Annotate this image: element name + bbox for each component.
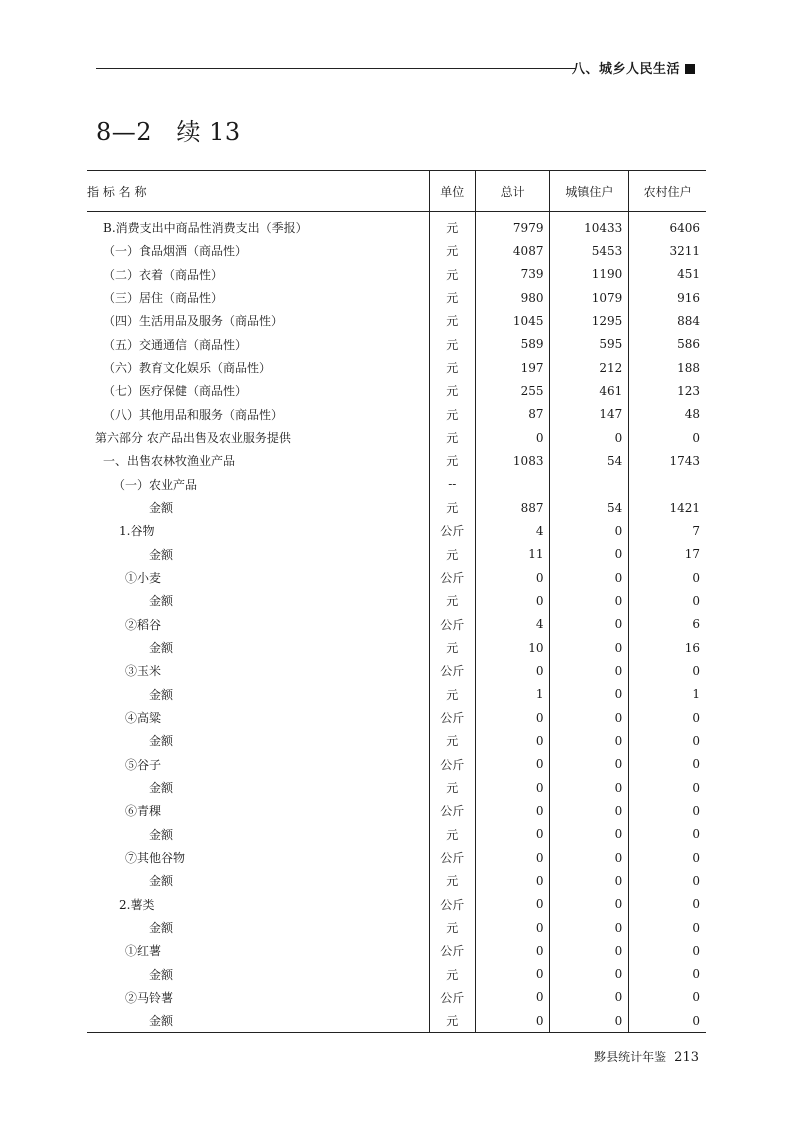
row-total: 87: [475, 403, 550, 426]
row-unit: 元: [429, 309, 475, 332]
row-urban: 0: [550, 846, 629, 869]
table-row: [87, 449, 706, 472]
row-name: （四）生活用品及服务（商品性）: [103, 314, 284, 329]
column-header-name: 指 标 名 称: [87, 171, 429, 212]
row-urban: 0: [550, 683, 629, 706]
row-unit: 公斤: [429, 893, 475, 916]
row-urban: 461: [550, 379, 629, 402]
table-row: [87, 333, 706, 356]
row-name: （一）农业产品: [113, 477, 198, 492]
row-unit: 元: [429, 636, 475, 659]
row-urban: 0: [550, 706, 629, 729]
row-rural: 0: [629, 846, 706, 869]
row-rural: 0: [629, 986, 706, 1009]
row-total: 7979: [475, 212, 550, 240]
square-icon: [685, 64, 695, 74]
table-row: [87, 356, 706, 379]
column-header-urban: 城镇住户: [550, 171, 629, 212]
row-total: 0: [475, 659, 550, 682]
row-urban: 0: [550, 823, 629, 846]
row-unit: 公斤: [429, 566, 475, 589]
row-rural: 16: [629, 636, 706, 659]
table-row: [87, 403, 706, 426]
row-name: 一、出售农林牧渔业产品: [103, 454, 236, 469]
row-name: 2.薯类: [119, 897, 155, 912]
table-row: [87, 893, 706, 916]
row-total: 0: [475, 893, 550, 916]
row-rural: 0: [629, 893, 706, 916]
row-unit: 元: [429, 286, 475, 309]
row-urban: 0: [550, 613, 629, 636]
row-name: ④高粱: [125, 711, 162, 726]
row-rural: 6406: [629, 212, 706, 240]
row-unit: 公斤: [429, 846, 475, 869]
table-row: [87, 753, 706, 776]
table-row: [87, 239, 706, 262]
row-name: （五）交通通信（商品性）: [103, 337, 248, 352]
row-unit: 元: [429, 333, 475, 356]
column-header-unit: 单位: [429, 171, 475, 212]
row-rural: 3211: [629, 239, 706, 262]
row-unit: 公斤: [429, 613, 475, 636]
row-rural: 1421: [629, 496, 706, 519]
row-unit: 元: [429, 776, 475, 799]
row-rural: 0: [629, 659, 706, 682]
row-total: 255: [475, 379, 550, 402]
table-row: [87, 286, 706, 309]
row-urban: [550, 473, 629, 496]
row-urban: 10433: [550, 212, 629, 240]
row-name: （二）衣着（商品性）: [103, 267, 224, 282]
row-rural: 0: [629, 426, 706, 449]
row-urban: 0: [550, 986, 629, 1009]
row-name: ①红薯: [125, 944, 162, 959]
row-urban: 212: [550, 356, 629, 379]
row-urban: 0: [550, 893, 629, 916]
row-total: 589: [475, 333, 550, 356]
row-name: 金额: [149, 641, 174, 656]
row-name: （八）其他用品和服务（商品性）: [103, 407, 284, 422]
table-body: [87, 212, 706, 1033]
row-rural: 0: [629, 799, 706, 822]
row-name: （六）教育文化娱乐（商品性）: [103, 361, 272, 376]
row-total: 1083: [475, 449, 550, 472]
data-table: [87, 170, 706, 1033]
row-rural: 17: [629, 543, 706, 566]
table-row: [87, 473, 706, 496]
row-urban: 0: [550, 589, 629, 612]
row-unit: 公斤: [429, 659, 475, 682]
row-name: ②稻谷: [125, 617, 162, 632]
row-unit: 元: [429, 239, 475, 262]
row-unit: 元: [429, 1009, 475, 1033]
row-urban: 0: [550, 729, 629, 752]
row-name: 金额: [149, 547, 174, 562]
section-title: 八、城乡人民生活: [571, 62, 680, 77]
row-urban: 0: [550, 519, 629, 542]
row-total: 0: [475, 846, 550, 869]
row-urban: 0: [550, 636, 629, 659]
running-header: [572, 58, 695, 77]
row-unit: 元: [429, 496, 475, 519]
row-total: 4087: [475, 239, 550, 262]
table-row: [87, 212, 706, 240]
row-total: 10: [475, 636, 550, 659]
row-total: 0: [475, 706, 550, 729]
table-row: [87, 496, 706, 519]
row-urban: 0: [550, 776, 629, 799]
row-name: （三）居住（商品性）: [103, 291, 224, 306]
row-urban: 0: [550, 426, 629, 449]
column-header-total: 总计: [475, 171, 550, 212]
row-unit: 元: [429, 729, 475, 752]
table-row: [87, 846, 706, 869]
row-name: ①小麦: [125, 571, 162, 586]
row-total: 0: [475, 916, 550, 939]
table-row: [87, 309, 706, 332]
row-rural: 48: [629, 403, 706, 426]
row-urban: 0: [550, 1009, 629, 1033]
row-unit: 元: [429, 379, 475, 402]
table-row: [87, 776, 706, 799]
row-total: 0: [475, 426, 550, 449]
row-rural: 0: [629, 566, 706, 589]
table-row: [87, 613, 706, 636]
row-unit: 公斤: [429, 706, 475, 729]
row-total: 0: [475, 776, 550, 799]
row-unit: 元: [429, 263, 475, 286]
row-rural: 123: [629, 379, 706, 402]
row-name: 金额: [149, 967, 174, 982]
row-name: （一）食品烟酒（商品性）: [103, 244, 248, 259]
row-rural: 0: [629, 589, 706, 612]
page-heading: 8—2 续 13: [96, 118, 241, 146]
row-name: 金额: [149, 687, 174, 702]
row-urban: 1079: [550, 286, 629, 309]
row-name: ③玉米: [125, 664, 162, 679]
row-total: 11: [475, 543, 550, 566]
table-row: [87, 799, 706, 822]
row-name: 金额: [149, 734, 174, 749]
row-name: 金额: [149, 594, 174, 609]
row-rural: 0: [629, 823, 706, 846]
row-unit: 元: [429, 589, 475, 612]
row-rural: [629, 473, 706, 496]
row-total: 0: [475, 986, 550, 1009]
row-unit: 元: [429, 403, 475, 426]
table-row: [87, 963, 706, 986]
row-total: 0: [475, 566, 550, 589]
table-row: [87, 589, 706, 612]
row-rural: 188: [629, 356, 706, 379]
row-total: 0: [475, 939, 550, 962]
row-rural: 916: [629, 286, 706, 309]
row-unit: 公斤: [429, 753, 475, 776]
row-unit: 公斤: [429, 986, 475, 1009]
row-unit: 元: [429, 426, 475, 449]
row-unit: 元: [429, 212, 475, 240]
row-name: 金额: [149, 501, 174, 516]
column-header-rural: 农村住户: [629, 171, 706, 212]
row-rural: 1743: [629, 449, 706, 472]
row-rural: 0: [629, 1009, 706, 1033]
row-total: [475, 473, 550, 496]
row-total: 0: [475, 729, 550, 752]
row-total: 197: [475, 356, 550, 379]
row-total: 887: [475, 496, 550, 519]
row-name: （七）医疗保健（商品性）: [103, 384, 248, 399]
row-urban: 0: [550, 939, 629, 962]
row-unit: 元: [429, 356, 475, 379]
row-rural: 451: [629, 263, 706, 286]
page-number: 213: [674, 1050, 699, 1065]
row-urban: 5453: [550, 239, 629, 262]
row-total: 739: [475, 263, 550, 286]
row-urban: 0: [550, 916, 629, 939]
row-rural: 7: [629, 519, 706, 542]
row-unit: 元: [429, 869, 475, 892]
table-row: [87, 683, 706, 706]
table-row: [87, 263, 706, 286]
row-unit: 元: [429, 963, 475, 986]
table-row: [87, 823, 706, 846]
row-total: 0: [475, 869, 550, 892]
row-rural: 586: [629, 333, 706, 356]
row-rural: 0: [629, 706, 706, 729]
row-rural: 884: [629, 309, 706, 332]
table-row: [87, 379, 706, 402]
row-rural: 0: [629, 753, 706, 776]
row-total: 4: [475, 613, 550, 636]
row-urban: 0: [550, 869, 629, 892]
table-row: [87, 519, 706, 542]
row-urban: 1190: [550, 263, 629, 286]
row-urban: 1295: [550, 309, 629, 332]
row-name: 金额: [149, 827, 174, 842]
table-row: [87, 566, 706, 589]
row-unit: --: [429, 473, 475, 496]
row-name: 金额: [87, 1009, 429, 1033]
row-rural: 0: [629, 939, 706, 962]
table-row: [87, 426, 706, 449]
page-footer: [594, 1048, 699, 1065]
row-name: 金额: [149, 921, 174, 935]
row-urban: 0: [550, 543, 629, 566]
table-row: [87, 916, 706, 939]
table-row: [87, 706, 706, 729]
row-name: B.消费支出中商品性消费支出（季报）: [103, 221, 308, 236]
table-row: [87, 986, 706, 1009]
row-urban: 0: [550, 753, 629, 776]
row-total: 0: [475, 963, 550, 986]
row-unit: 元: [429, 449, 475, 472]
row-total: 980: [475, 286, 550, 309]
row-total: 1045: [475, 309, 550, 332]
row-rural: 0: [629, 869, 706, 892]
row-total: 0: [475, 753, 550, 776]
table-row: [87, 869, 706, 892]
row-name: ⑥青稞: [125, 804, 162, 819]
row-urban: 0: [550, 799, 629, 822]
row-urban: 0: [550, 963, 629, 986]
row-name: ⑦其他谷物: [125, 851, 186, 866]
row-name: ②马铃薯: [125, 990, 174, 1005]
row-rural: 0: [629, 963, 706, 986]
row-total: 0: [475, 1009, 550, 1033]
row-rural: 0: [629, 729, 706, 752]
row-urban: 54: [550, 449, 629, 472]
row-rural: 1: [629, 683, 706, 706]
table-row: [87, 636, 706, 659]
row-rural: 0: [629, 916, 706, 939]
row-total: 4: [475, 519, 550, 542]
row-unit: 公斤: [429, 799, 475, 822]
row-rural: 6: [629, 613, 706, 636]
table-row: [87, 729, 706, 752]
row-urban: 54: [550, 496, 629, 519]
row-name: 第六部分 农产品出售及农业服务提供: [95, 431, 291, 446]
table-row: [87, 543, 706, 566]
table-header-row: [87, 171, 706, 212]
row-total: 0: [475, 823, 550, 846]
row-name: 1.谷物: [119, 524, 155, 539]
row-unit: 元: [429, 823, 475, 846]
row-name: 金额: [149, 874, 174, 889]
table-row: [87, 659, 706, 682]
row-unit: 元: [429, 916, 475, 939]
row-unit: 元: [429, 543, 475, 566]
footer-book-title: 黟县统计年鉴: [594, 1050, 667, 1064]
header-rule: [96, 68, 576, 69]
row-urban: 595: [550, 333, 629, 356]
table-row: [87, 939, 706, 962]
table-row: [87, 1009, 706, 1033]
row-urban: 0: [550, 659, 629, 682]
row-urban: 147: [550, 403, 629, 426]
row-name: 金额: [149, 781, 174, 796]
row-total: 0: [475, 589, 550, 612]
row-rural: 0: [629, 776, 706, 799]
row-unit: 元: [429, 683, 475, 706]
row-total: 1: [475, 683, 550, 706]
row-unit: 公斤: [429, 939, 475, 962]
row-name: ⑤谷子: [125, 757, 162, 772]
row-urban: 0: [550, 566, 629, 589]
row-unit: 公斤: [429, 519, 475, 542]
row-total: 0: [475, 799, 550, 822]
